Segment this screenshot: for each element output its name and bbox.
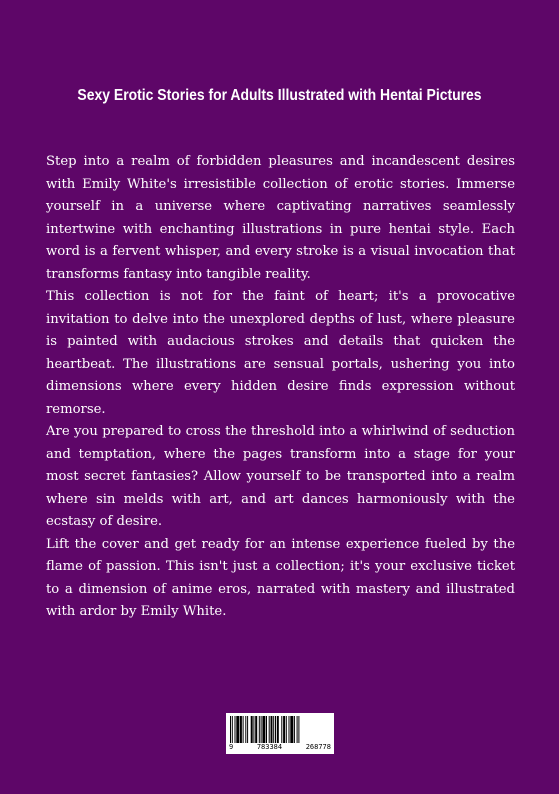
- barcode-bar: [236, 716, 239, 746]
- cover-title: Sexy Erotic Stories for Adults Illustrated with Hentai Pictures: [77, 87, 482, 104]
- barcode-right-group: 268778: [305, 743, 331, 751]
- barcode-bar: [232, 716, 233, 746]
- barcode-bar: [289, 716, 290, 746]
- barcode-lead-digit: 9: [229, 743, 234, 751]
- barcode-bar: [235, 716, 236, 746]
- barcode-bar: [255, 716, 257, 746]
- barcode-bar: [245, 716, 246, 746]
- blurb-text: [46, 151, 515, 624]
- barcode-bar: [271, 716, 273, 746]
- barcode-bar: [273, 716, 274, 746]
- barcode-bar: [286, 716, 287, 746]
- barcode-bars: [230, 716, 330, 746]
- barcode-bar: [251, 716, 253, 746]
- blurb-paragraph-3: Are you prepared to cross the threshold into a whirlwind of seduction and temptation, where the pages transform into a stage for your most secret fantasies? Allow yourself to be transported into a realm where sin melds with art, and art dances harmoniously with the ecstasy of desire.: [46, 424, 515, 529]
- barcode-bar: [266, 716, 267, 746]
- barcode-bar: [275, 716, 276, 746]
- barcode-bar: [230, 716, 231, 746]
- barcode-bar: [294, 716, 295, 746]
- barcode-bar: [240, 716, 242, 746]
- barcode-bar: [261, 716, 262, 746]
- barcode-bar: [298, 716, 299, 746]
- blurb-paragraph-1: Step into a realm of forbidden pleasures and incandescent desires with Emily White's irresistible collection of erotic stories. Immerse yourself in a universe where captivating narratives seamlessly intertwine with enchanting illustrations in pure hentai style. Each word is a fervent whisper, and every stroke is a visual invocation that transforms fantasy into tangible reality.: [46, 154, 515, 282]
- blurb-paragraph-2: This collection is not for the faint of heart; it's a provocative invitation to delve into the unexplored depths of lust, where pleasure is painted with audacious strokes and details that quicken the heartbeat. The illustrations are sensual portals, ushering you into dimensions where every hidden desire finds expression without remorse.: [46, 289, 515, 417]
- barcode-bar: [243, 716, 244, 746]
- barcode-bar: [269, 716, 270, 746]
- barcode-bar: [253, 716, 254, 746]
- isbn-barcode: [226, 713, 334, 754]
- barcode-left-group: 783384: [256, 743, 283, 751]
- barcode-bar: [262, 716, 265, 746]
- barcode-digits: [228, 743, 332, 752]
- barcode-bar: [290, 716, 293, 746]
- barcode-bar: [259, 716, 260, 746]
- barcode-bar: [283, 716, 285, 746]
- barcode-bar: [281, 716, 282, 746]
- barcode-bar: [277, 716, 279, 746]
- barcode-bar: [247, 716, 248, 746]
- barcode-bar: [297, 716, 298, 746]
- blurb-paragraph-4: Lift the cover and get ready for an intense experience fueled by the flame of passion. This isn't just a collection; it's your exclusive ticket to a dimension of anime eros, narrated with mastery and illustrated with ardor by Emily White.: [46, 536, 515, 619]
